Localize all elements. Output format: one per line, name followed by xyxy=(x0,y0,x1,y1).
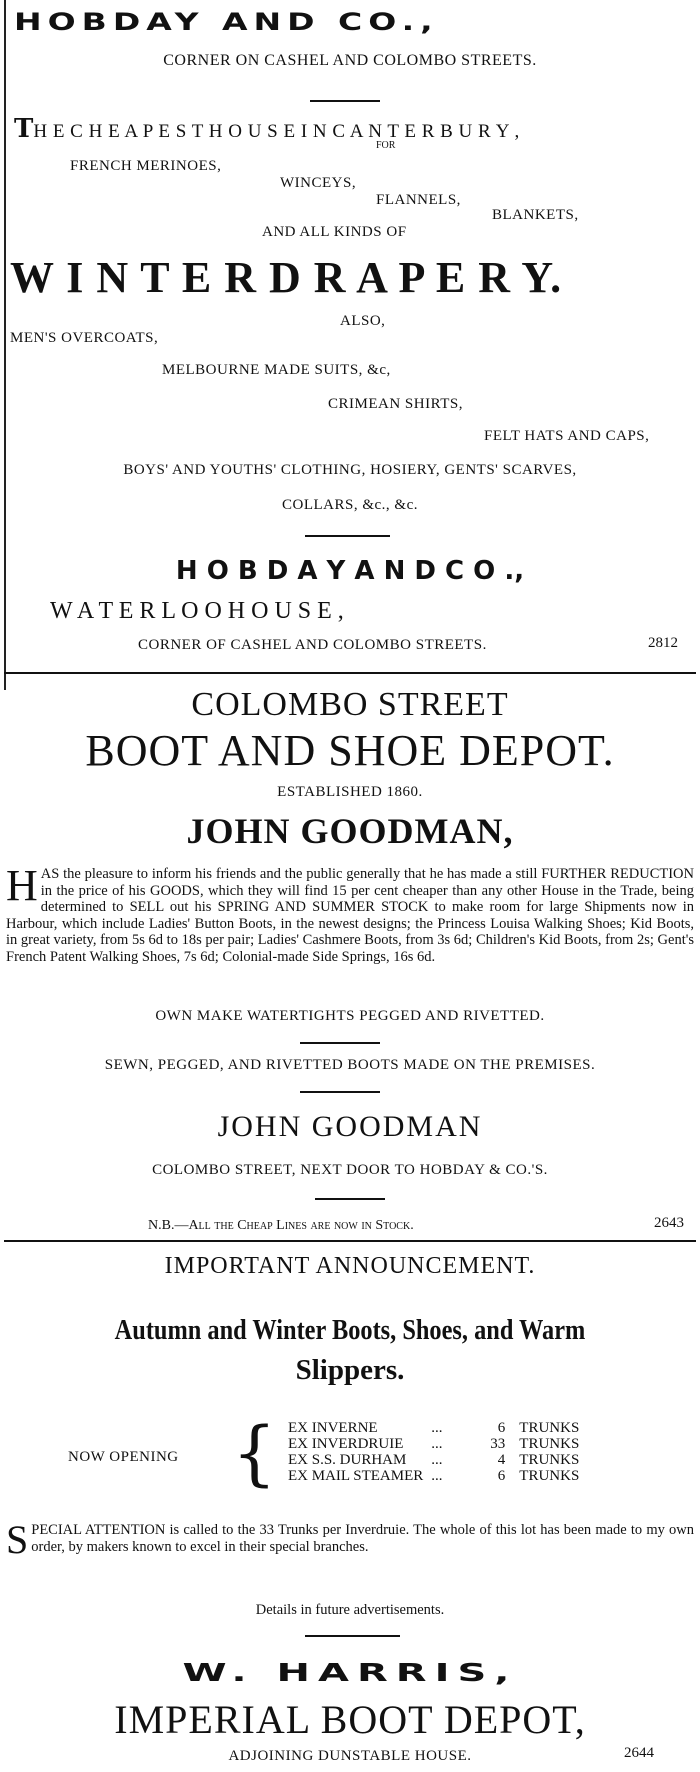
left-column-rule xyxy=(4,0,6,690)
divider xyxy=(300,1091,380,1093)
john-goodman-heading: JOHN GOODMAN, xyxy=(186,811,514,851)
hobday-sign-name: H O B D A Y A N D C O ., xyxy=(175,556,525,586)
autumn-headline-line1: Autumn and Winter Boots, Shoes, and Warm xyxy=(114,1314,586,1346)
nb-line: N.B.—All the Cheap Lines are now in Stock. xyxy=(148,1218,414,1233)
line-winceys: WINCEYS, xyxy=(280,175,357,191)
ship-name: EX S.S. DURHAM xyxy=(288,1452,407,1468)
details-line: Details in future advertisements. xyxy=(255,1602,445,1618)
harris-sign-address: ADJOINING DUNSTABLE HOUSE. xyxy=(228,1748,472,1764)
waterloo-house: W A T E R L O O H O U S E , xyxy=(50,598,344,624)
hobday-address-top: CORNER ON CASHEL AND COLOMBO STREETS. xyxy=(163,52,537,69)
ad-number-2812: 2812 xyxy=(648,635,678,651)
trunk-unit: TRUNKS xyxy=(519,1436,580,1452)
line-blankets: BLANKETS, xyxy=(492,207,579,223)
ship-name: EX MAIL STEAMER xyxy=(288,1468,424,1484)
autumn-headline-line2: Slippers. xyxy=(295,1354,405,1386)
table-row: EX INVERDRUIE ... 33 TRUNKS xyxy=(284,1436,583,1452)
line-overcoats: MEN'S OVERCOATS, xyxy=(10,330,159,346)
line-crimean: CRIMEAN SHIRTS, xyxy=(328,396,463,412)
line-all-kinds: AND ALL KINDS OF xyxy=(262,224,407,240)
trunk-count: 33 xyxy=(490,1436,506,1452)
line-merinoes: FRENCH MERINOES, xyxy=(70,158,222,174)
ship-name: EX INVERNE xyxy=(288,1420,378,1436)
winter-drapery-heading: W I N T E R D R A P E R Y. xyxy=(10,253,563,302)
trunk-count: 6 xyxy=(497,1420,506,1436)
cheapest-dropcap: T xyxy=(14,114,34,144)
cheapest-house-line xyxy=(14,114,520,144)
divider xyxy=(315,1198,385,1200)
ship-name: EX INVERDRUIE xyxy=(288,1436,404,1452)
line-boys: BOYS' AND YOUTHS' CLOTHING, HOSIERY, GENTS' SCARVES, xyxy=(123,462,577,478)
divider xyxy=(305,535,390,537)
line-collars: COLLARS, &c., &c. xyxy=(282,497,418,513)
goodman-paragraph xyxy=(6,861,694,965)
hobday-masthead: HOBDAY AND CO., xyxy=(14,7,439,36)
harris-masthead-wrap xyxy=(0,1650,700,1696)
divider xyxy=(305,1635,400,1637)
shipments-table xyxy=(284,1420,583,1484)
now-opening-label: NOW OPENING xyxy=(68,1449,179,1465)
sewn-line: SEWN, PEGGED, AND RIVETTED BOOTS MADE ON THE PREMISES. xyxy=(104,1057,596,1073)
trunk-unit: TRUNKS xyxy=(519,1452,580,1468)
trunk-unit: TRUNKS xyxy=(519,1468,580,1484)
imperial-boot-depot: IMPERIAL BOOT DEPOT, xyxy=(114,1697,586,1742)
trunk-count: 4 xyxy=(497,1452,506,1468)
line-flannels: FLANNELS, xyxy=(376,192,461,208)
special-dropcap: S xyxy=(6,1517,29,1562)
table-row: EX S.S. DURHAM ... 4 TRUNKS xyxy=(284,1452,583,1468)
divider xyxy=(310,100,380,102)
special-attention-paragraph xyxy=(6,1517,694,1562)
line-hats: FELT HATS AND CAPS, xyxy=(484,428,650,444)
trunk-count: 6 xyxy=(497,1468,506,1484)
ad-number-2643: 2643 xyxy=(654,1215,684,1231)
ad-separator xyxy=(4,672,696,674)
goodman-body: AS the pleasure to inform his friends and the public generally that he has made a still FURTHER REDUCTION in the price of his GOODS, which they will find 15 per cent cheaper than any other House in the Trade, being determined to SELL out his SPRING AND SUMMER STOCK to make room for large Shipments now in Harbour, which include Ladies' Button Boots, in the newest designs; the Princess Louisa Walking Shoes; Kid Boots, in great variety, from 5s 6d to 18s per pair; Ladies' Cashmere Boots, from 3s 6d; Children's Kid Boots, from 2s; Gent's French Patent Walking Shoes, 7s 6d; Colonial-made Side Springs, 16s 6d. xyxy=(6,866,694,965)
trunk-unit: TRUNKS xyxy=(519,1420,580,1436)
also-label: ALSO, xyxy=(340,313,386,329)
goodman-sign-name: JOHN GOODMAN xyxy=(217,1110,483,1143)
line-suits: MELBOURNE MADE SUITS, &c, xyxy=(162,362,391,378)
goodman-dropcap: H xyxy=(6,861,38,910)
brace-glyph: { xyxy=(232,1412,277,1494)
colombo-street-title: COLOMBO STREET xyxy=(191,686,509,723)
divider xyxy=(300,1042,380,1044)
boot-shoe-depot-title: BOOT AND SHOE DEPOT. xyxy=(85,726,615,775)
harris-masthead: W. HARRIS, xyxy=(182,1658,518,1688)
ad-separator xyxy=(4,1240,696,1242)
cheapest-rest: H E C H E A P E S T H O U S E I N C A N T E R B U R Y , xyxy=(33,121,520,142)
for-label: FOR xyxy=(376,140,396,151)
important-announcement: IMPORTANT ANNOUNCEMENT. xyxy=(164,1253,536,1279)
table-row: EX INVERNE ... 6 TRUNKS xyxy=(284,1420,583,1436)
ad-number-2644: 2644 xyxy=(624,1745,654,1761)
goodman-sign-address: COLOMBO STREET, NEXT DOOR TO HOBDAY & CO.'S. xyxy=(152,1162,548,1178)
table-row: EX MAIL STEAMER ... 6 TRUNKS xyxy=(284,1468,583,1484)
hobday-sign-address: CORNER OF CASHEL AND COLOMBO STREETS. xyxy=(138,637,487,653)
established-line: ESTABLISHED 1860. xyxy=(277,784,423,800)
special-body: PECIAL ATTENTION is called to the 33 Trunks per Inverdruie. The whole of this lot has been made to my own order, by makers known to excel in their special branches. xyxy=(31,1522,694,1555)
watertights-line: OWN MAKE WATERTIGHTS PEGGED AND RIVETTED. xyxy=(155,1008,545,1024)
